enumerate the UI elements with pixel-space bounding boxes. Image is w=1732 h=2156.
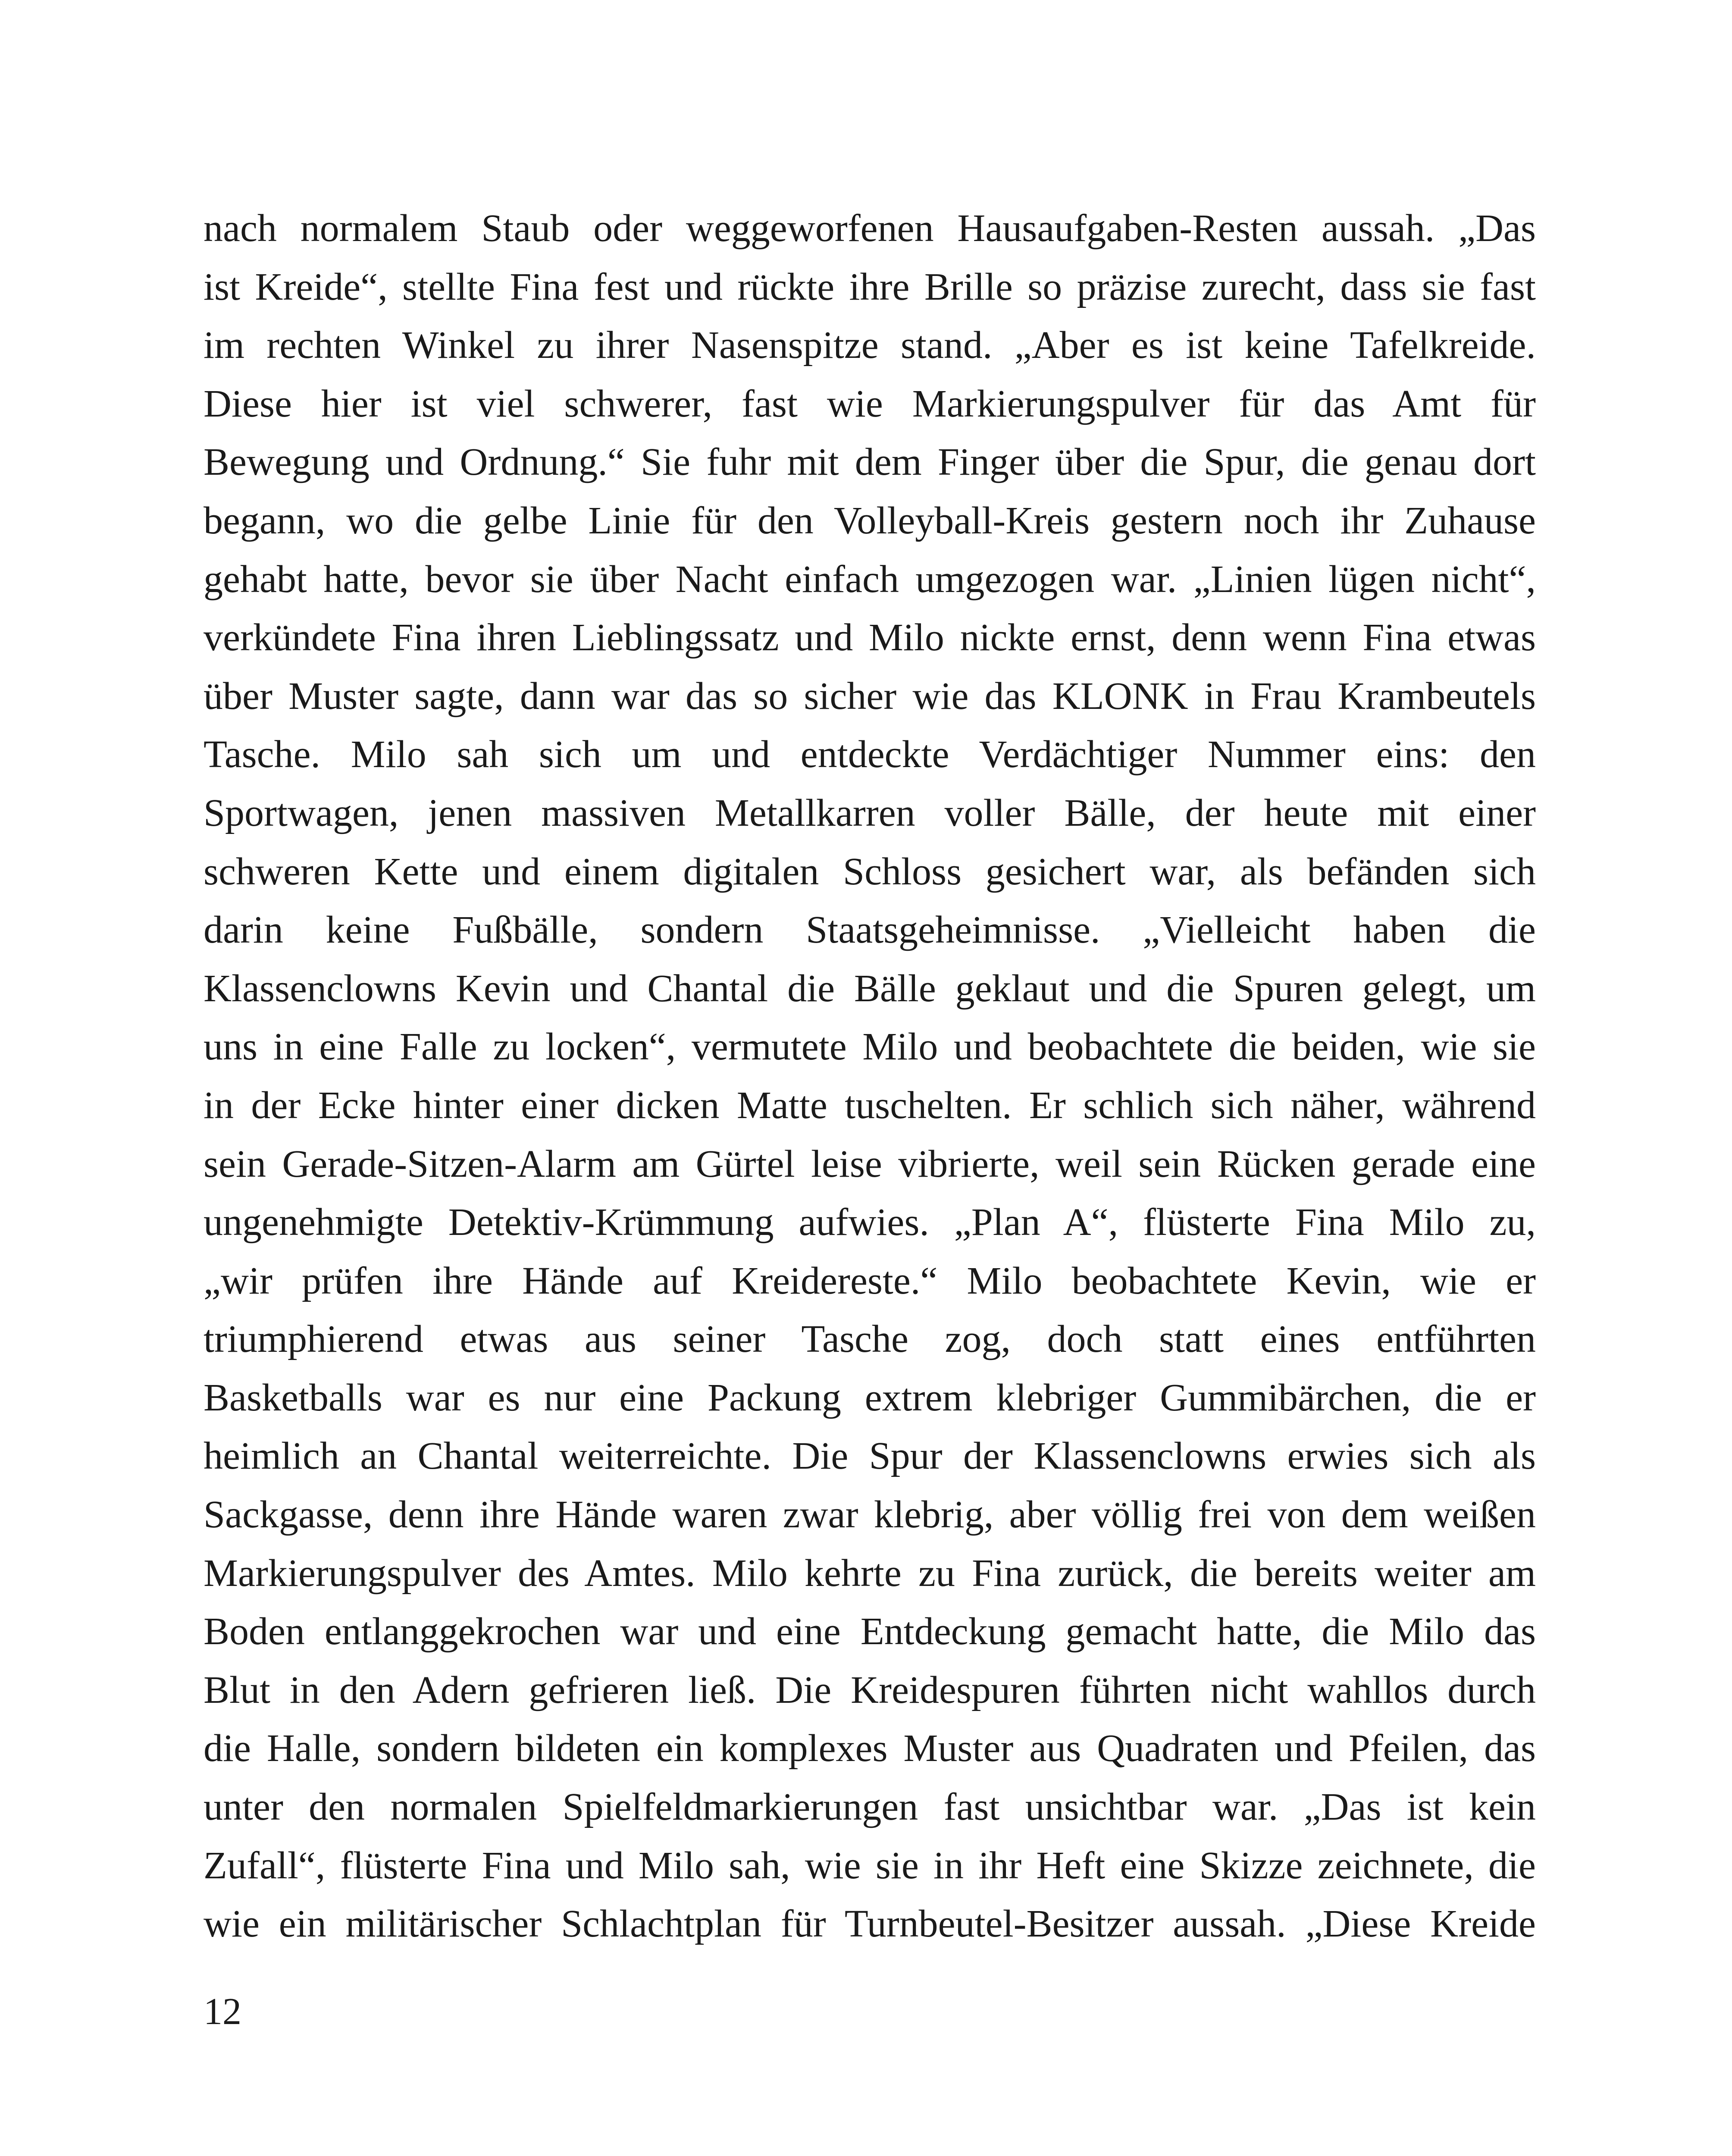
text-line: ist Kreide“, stellte Fina fest und rückte ihre Brille so präzise zurecht, dass sie fast [204,265,1536,308]
text-line: Diese hier ist viel schwerer, fast wie Markierungspulver für das Amt für [204,382,1536,425]
text-line: triumphierend etwas aus seiner Tasche zog, doch statt eines entführten [204,1318,1536,1361]
text-line: darin keine Fußbälle, sondern Staatsgeheimnisse. „Vielleicht haben die [204,909,1536,952]
text-line: ungenehmigte Detektiv-Krümmung aufwies. „Plan A“, flüsterte Fina Milo zu, [204,1201,1536,1244]
text-line: heimlich an Chantal weiterreichte. Die Spur der Klassenclowns erwies sich als [204,1435,1536,1478]
text-line: nach normalem Staub oder weggeworfenen Hausaufgaben-Resten aussah. „Das [204,207,1536,250]
text-line: „wir prüfen ihre Hände auf Kreidereste.“ Milo beobachtete Kevin, wie er [204,1259,1536,1302]
text-line: Tasche. Milo sah sich um und entdeckte Verdächtiger Nummer eins: den [204,733,1536,776]
text-line: die Halle, sondern bildeten ein komplexes Muster aus Quadraten und Pfeilen, das [204,1727,1536,1770]
text-line: Klassenclowns Kevin und Chantal die Bälle geklaut und die Spuren gelegt, um [204,967,1536,1010]
text-line: über Muster sagte, dann war das so sicher wie das KLONK in Frau Krambeutels [204,674,1536,718]
text-line: Zufall“, flüsterte Fina und Milo sah, wie sie in ihr Heft eine Skizze zeichnete, die [204,1844,1536,1887]
text-line: Markierungspulver des Amtes. Milo kehrte zu Fina zurück, die bereits weiter am [204,1551,1536,1595]
text-line: unter den normalen Spielfeldmarkierungen fast unsichtbar war. „Das ist kein [204,1786,1536,1829]
text-line: Bewegung und Ordnung.“ Sie fuhr mit dem Finger über die Spur, die genau dort [204,441,1536,484]
text-line: Sackgasse, denn ihre Hände waren zwar klebrig, aber völlig frei von dem weißen [204,1493,1536,1536]
text-line: Blut in den Adern gefrieren ließ. Die Kreidespuren führten nicht wahllos durch [204,1668,1536,1711]
text-line: sein Gerade-Sitzen-Alarm am Gürtel leise vibrierte, weil sein Rücken gerade eine [204,1142,1536,1185]
text-line: verkündete Fina ihren Lieblingssatz und Milo nickte ernst, denn wenn Fina etwas [204,616,1536,659]
text-line: uns in eine Falle zu locken“, vermutete Milo und beobachtete die beiden, wie sie [204,1025,1536,1069]
text-line: Basketballs war es nur eine Packung extrem klebriger Gummibärchen, die er [204,1376,1536,1419]
text-line: Boden entlanggekrochen war und eine Entdeckung gemacht hatte, die Milo das [204,1610,1536,1653]
text-line: schweren Kette und einem digitalen Schloss gesichert war, als befänden sich [204,850,1536,893]
body-text [204,199,1536,1953]
text-line: begann, wo die gelbe Linie für den Volleyball-Kreis gestern noch ihr Zuhause [204,499,1536,542]
text-line: wie ein militärischer Schlachtplan für Turnbeutel-Besitzer aussah. „Diese Kreide [204,1902,1536,1946]
text-line: im rechten Winkel zu ihrer Nasenspitze stand. „Aber es ist keine Tafelkreide. [204,324,1536,367]
text-line: in der Ecke hinter einer dicken Matte tuschelten. Er schlich sich näher, während [204,1084,1536,1127]
page-number: 12 [204,1991,241,2033]
text-line: Sportwagen, jenen massiven Metallkarren voller Bälle, der heute mit einer [204,791,1536,834]
text-line: gehabt hatte, bevor sie über Nacht einfach umgezogen war. „Linien lügen nicht“, [204,558,1536,601]
